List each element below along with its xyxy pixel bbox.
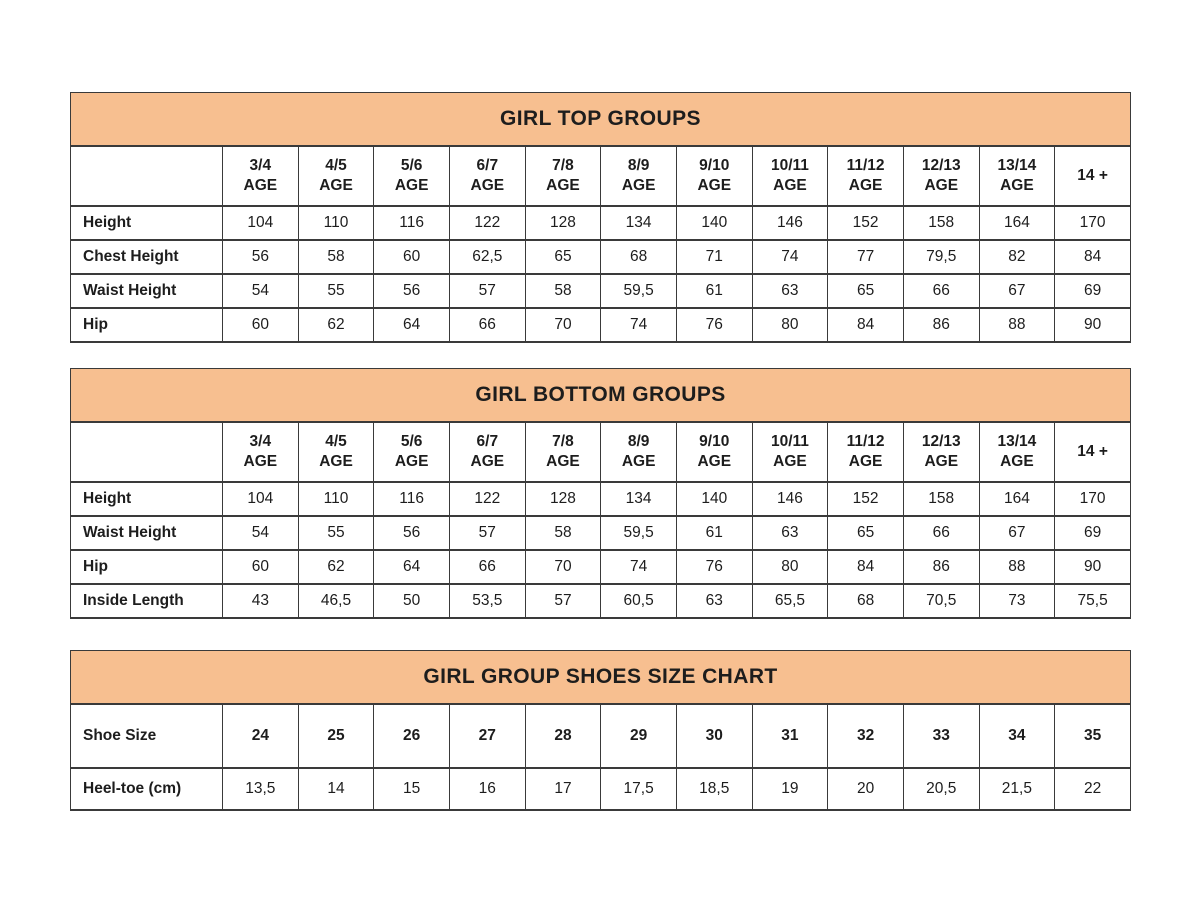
table-row	[71, 308, 1131, 342]
age-column-header	[676, 146, 752, 206]
age-column-header	[979, 422, 1055, 482]
value-cell: 17	[525, 768, 601, 810]
value-cell: 146	[752, 206, 828, 240]
value-cell: 65	[828, 274, 904, 308]
age-column-header	[298, 422, 374, 482]
value-cell: 69	[1055, 516, 1131, 550]
table-row	[71, 584, 1131, 618]
row-label: Chest Height	[71, 240, 223, 274]
value-cell: 60	[374, 240, 450, 274]
value-cell: 158	[903, 482, 979, 516]
table-row	[71, 768, 1131, 810]
age-unit-label: AGE	[697, 453, 732, 470]
row-label: Waist Height	[71, 516, 223, 550]
value-cell: 20	[828, 768, 904, 810]
age-size-label: 5/6	[400, 433, 423, 450]
table-row	[71, 704, 1131, 768]
value-cell: 62	[298, 308, 374, 342]
age-unit-label: AGE	[319, 453, 353, 470]
age-header	[71, 422, 1131, 482]
row-label: Inside Length	[71, 584, 223, 618]
row-label: Hip	[71, 308, 223, 342]
age-column-header	[752, 146, 828, 206]
age-size-label: 5/6	[400, 157, 423, 174]
size-grid	[70, 145, 1131, 343]
age-header-row	[71, 422, 1131, 482]
value-cell: 66	[903, 274, 979, 308]
age-column-header	[979, 146, 1055, 206]
size-table-girl-group-shoes-size-chart	[70, 650, 1131, 811]
age-unit-label: AGE	[546, 453, 580, 470]
age-size-label: 6/7	[476, 157, 499, 174]
value-cell: 82	[979, 240, 1055, 274]
value-cell: 70,5	[903, 584, 979, 618]
value-cell: 66	[449, 308, 525, 342]
value-cell: 76	[676, 550, 752, 584]
value-cell: 134	[601, 482, 677, 516]
age-size-label: 12/13	[921, 157, 961, 174]
table-body	[71, 206, 1131, 342]
value-cell: 57	[449, 274, 525, 308]
value-cell: 69	[1055, 274, 1131, 308]
row-label: Height	[71, 482, 223, 516]
table-row	[71, 550, 1131, 584]
age-column-header	[601, 146, 677, 206]
age-unit-label: AGE	[243, 177, 278, 194]
value-cell: 61	[676, 274, 752, 308]
value-cell: 13,5	[223, 768, 299, 810]
age-header-row	[71, 146, 1131, 206]
age-unit-label: AGE	[394, 177, 429, 194]
value-cell: 18,5	[676, 768, 752, 810]
table-title-banner	[70, 368, 1131, 421]
value-cell: 60	[223, 308, 299, 342]
value-cell: 46,5	[298, 584, 374, 618]
age-column-header	[676, 422, 752, 482]
age-unit-label: AGE	[848, 453, 883, 470]
value-cell: 57	[449, 516, 525, 550]
age-unit-label: AGE	[319, 177, 353, 194]
value-cell: 59,5	[601, 274, 677, 308]
value-cell: 158	[903, 206, 979, 240]
value-cell: 22	[1055, 768, 1131, 810]
age-column-header	[223, 422, 299, 482]
value-cell: 152	[828, 482, 904, 516]
value-cell: 84	[828, 550, 904, 584]
table-body	[71, 704, 1131, 810]
value-cell: 128	[525, 482, 601, 516]
age-column-header	[903, 422, 979, 482]
value-cell: 73	[979, 584, 1055, 618]
age-column-header	[374, 422, 450, 482]
age-column-header	[601, 422, 677, 482]
age-unit-label: AGE	[621, 453, 656, 470]
value-cell: 128	[525, 206, 601, 240]
table-row	[71, 240, 1131, 274]
value-cell: 79,5	[903, 240, 979, 274]
value-cell: 26	[374, 704, 450, 768]
age-unit-label: AGE	[470, 177, 505, 194]
value-cell: 56	[374, 516, 450, 550]
value-cell: 21,5	[979, 768, 1055, 810]
value-cell: 84	[828, 308, 904, 342]
value-cell: 88	[979, 308, 1055, 342]
value-cell: 58	[298, 240, 374, 274]
value-cell: 140	[676, 206, 752, 240]
value-cell: 65,5	[752, 584, 828, 618]
value-cell: 70	[525, 550, 601, 584]
age-header	[71, 146, 1131, 206]
value-cell: 65	[828, 516, 904, 550]
age-size-label: 7/8	[552, 157, 574, 174]
value-cell: 170	[1055, 482, 1131, 516]
value-cell: 68	[828, 584, 904, 618]
age-column-header	[298, 146, 374, 206]
age-size-label: 9/10	[699, 433, 730, 450]
value-cell: 34	[979, 704, 1055, 768]
age-unit-label: AGE	[697, 177, 732, 194]
age-unit-label: AGE	[924, 177, 959, 194]
value-cell: 66	[449, 550, 525, 584]
value-cell: 55	[298, 274, 374, 308]
value-cell: 19	[752, 768, 828, 810]
value-cell: 24	[223, 704, 299, 768]
value-cell: 57	[525, 584, 601, 618]
age-size-label: 14 +	[1077, 167, 1108, 184]
value-cell: 56	[374, 274, 450, 308]
age-size-label: 8/9	[627, 433, 650, 450]
age-unit-label: AGE	[848, 177, 883, 194]
age-size-label: 10/11	[770, 157, 809, 174]
value-cell: 134	[601, 206, 677, 240]
age-size-label: 11/12	[846, 433, 885, 450]
value-cell: 116	[374, 482, 450, 516]
value-cell: 54	[223, 516, 299, 550]
value-cell: 70	[525, 308, 601, 342]
row-label: Waist Height	[71, 274, 223, 308]
value-cell: 63	[752, 274, 828, 308]
value-cell: 54	[223, 274, 299, 308]
value-cell: 75,5	[1055, 584, 1131, 618]
value-cell: 61	[676, 516, 752, 550]
value-cell: 33	[903, 704, 979, 768]
value-cell: 62	[298, 550, 374, 584]
value-cell: 63	[676, 584, 752, 618]
value-cell: 31	[752, 704, 828, 768]
table-row	[71, 516, 1131, 550]
age-column-header	[525, 422, 601, 482]
age-unit-label: AGE	[773, 177, 807, 194]
age-column-header	[752, 422, 828, 482]
value-cell: 60	[223, 550, 299, 584]
value-cell: 74	[752, 240, 828, 274]
age-unit-label: AGE	[1000, 453, 1034, 470]
value-cell: 65	[525, 240, 601, 274]
age-unit-label: AGE	[773, 453, 807, 470]
age-unit-label: AGE	[243, 453, 278, 470]
value-cell: 77	[828, 240, 904, 274]
age-column-header	[525, 146, 601, 206]
value-cell: 86	[903, 308, 979, 342]
age-column-header	[374, 146, 450, 206]
table-title: GIRL TOP GROUPS	[500, 107, 701, 130]
age-size-label: 12/13	[921, 433, 961, 450]
value-cell: 110	[298, 482, 374, 516]
value-cell: 164	[979, 482, 1055, 516]
value-cell: 164	[979, 206, 1055, 240]
value-cell: 28	[525, 704, 601, 768]
age-unit-label: AGE	[924, 453, 959, 470]
table-row	[71, 482, 1131, 516]
value-cell: 140	[676, 482, 752, 516]
age-size-label: 9/10	[699, 157, 730, 174]
value-cell: 64	[374, 308, 450, 342]
age-size-label: 3/4	[249, 157, 272, 174]
value-cell: 66	[903, 516, 979, 550]
row-label: Shoe Size	[71, 704, 223, 768]
value-cell: 63	[752, 516, 828, 550]
age-column-header	[1055, 422, 1131, 482]
value-cell: 17,5	[601, 768, 677, 810]
age-column-header	[828, 422, 904, 482]
row-label: Height	[71, 206, 223, 240]
age-size-label: 4/5	[325, 157, 347, 174]
age-unit-label: AGE	[394, 453, 429, 470]
table-row	[71, 274, 1131, 308]
value-cell: 15	[374, 768, 450, 810]
age-size-label: 13/14	[997, 433, 1037, 450]
table-title-banner	[70, 650, 1131, 703]
age-column-header	[449, 146, 525, 206]
value-cell: 59,5	[601, 516, 677, 550]
value-cell: 58	[525, 516, 601, 550]
age-unit-label: AGE	[621, 177, 656, 194]
corner-cell	[71, 422, 223, 482]
value-cell: 56	[223, 240, 299, 274]
value-cell: 80	[752, 550, 828, 584]
table-row	[71, 206, 1131, 240]
value-cell: 146	[752, 482, 828, 516]
age-size-label: 3/4	[249, 433, 272, 450]
age-column-header	[903, 146, 979, 206]
value-cell: 76	[676, 308, 752, 342]
value-cell: 74	[601, 308, 677, 342]
age-size-label: 11/12	[846, 157, 885, 174]
size-grid	[70, 703, 1131, 811]
value-cell: 29	[601, 704, 677, 768]
value-cell: 53,5	[449, 584, 525, 618]
value-cell: 64	[374, 550, 450, 584]
value-cell: 90	[1055, 308, 1131, 342]
age-column-header	[828, 146, 904, 206]
value-cell: 104	[223, 206, 299, 240]
value-cell: 20,5	[903, 768, 979, 810]
value-cell: 80	[752, 308, 828, 342]
value-cell: 27	[449, 704, 525, 768]
table-title: GIRL BOTTOM GROUPS	[475, 383, 726, 406]
size-table-girl-bottom-groups	[70, 368, 1131, 619]
value-cell: 110	[298, 206, 374, 240]
age-column-header	[223, 146, 299, 206]
size-table-girl-top-groups	[70, 92, 1131, 343]
value-cell: 55	[298, 516, 374, 550]
value-cell: 43	[223, 584, 299, 618]
corner-cell	[71, 146, 223, 206]
age-size-label: 14 +	[1077, 443, 1108, 460]
value-cell: 35	[1055, 704, 1131, 768]
age-unit-label: AGE	[546, 177, 580, 194]
value-cell: 14	[298, 768, 374, 810]
value-cell: 86	[903, 550, 979, 584]
value-cell: 74	[601, 550, 677, 584]
age-unit-label: AGE	[1000, 177, 1034, 194]
value-cell: 50	[374, 584, 450, 618]
value-cell: 30	[676, 704, 752, 768]
value-cell: 25	[298, 704, 374, 768]
age-size-label: 4/5	[325, 433, 347, 450]
value-cell: 90	[1055, 550, 1131, 584]
age-size-label: 7/8	[552, 433, 574, 450]
table-body	[71, 482, 1131, 618]
age-size-label: 13/14	[997, 157, 1037, 174]
value-cell: 67	[979, 274, 1055, 308]
value-cell: 116	[374, 206, 450, 240]
value-cell: 104	[223, 482, 299, 516]
age-size-label: 6/7	[476, 433, 499, 450]
value-cell: 60,5	[601, 584, 677, 618]
table-title-banner	[70, 92, 1131, 145]
age-column-header	[449, 422, 525, 482]
table-title: GIRL GROUP SHOES SIZE CHART	[423, 665, 778, 688]
age-column-header	[1055, 146, 1131, 206]
value-cell: 32	[828, 704, 904, 768]
value-cell: 122	[449, 206, 525, 240]
value-cell: 152	[828, 206, 904, 240]
value-cell: 62,5	[449, 240, 525, 274]
value-cell: 84	[1055, 240, 1131, 274]
row-label: Hip	[71, 550, 223, 584]
value-cell: 88	[979, 550, 1055, 584]
value-cell: 16	[449, 768, 525, 810]
value-cell: 58	[525, 274, 601, 308]
age-size-label: 8/9	[627, 157, 650, 174]
value-cell: 71	[676, 240, 752, 274]
size-grid	[70, 421, 1131, 619]
value-cell: 170	[1055, 206, 1131, 240]
value-cell: 122	[449, 482, 525, 516]
value-cell: 68	[601, 240, 677, 274]
value-cell: 67	[979, 516, 1055, 550]
age-unit-label: AGE	[470, 453, 505, 470]
row-label: Heel-toe (cm)	[71, 768, 223, 810]
age-size-label: 10/11	[770, 433, 809, 450]
